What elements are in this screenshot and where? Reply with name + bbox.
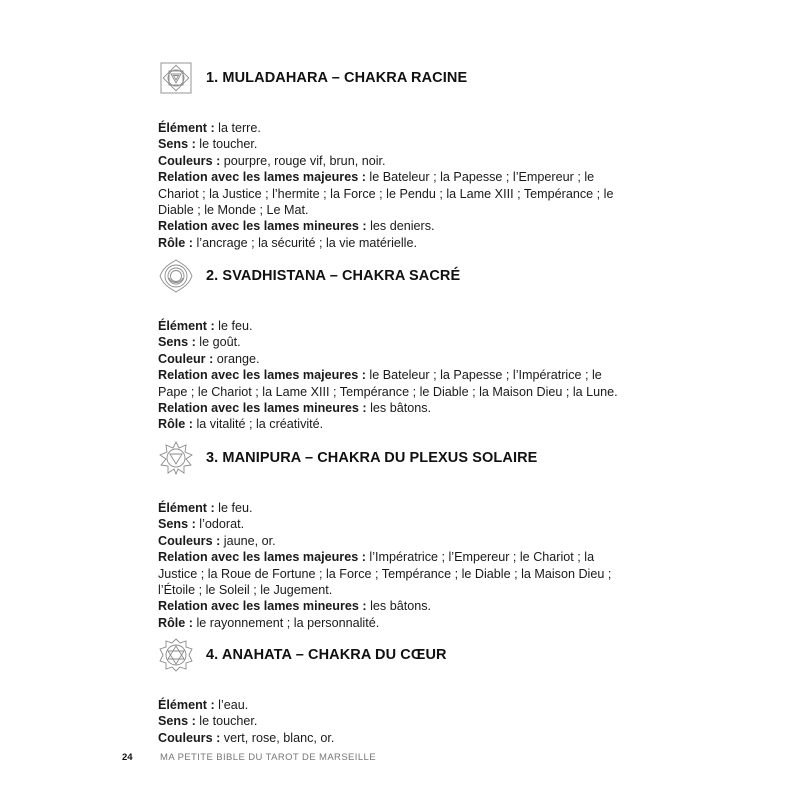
colors-line: Couleurs : pourpre, rouge vif, brun, noir. bbox=[158, 153, 386, 168]
role-line: Rôle : l’ancrage ; la sécurité ; la vie matérielle. bbox=[158, 235, 417, 250]
element-line: Élément : le feu. bbox=[158, 319, 253, 333]
colors-line: Couleurs : jaune, or. bbox=[158, 533, 276, 548]
section-title: 2. SVADHISTANA – CHAKRA SACRÉ bbox=[206, 268, 461, 284]
section-header bbox=[158, 438, 618, 478]
colors-line: Couleurs : vert, rose, blanc, or. bbox=[158, 730, 335, 745]
major-arcana-line: Relation avec les lames majeures : le Bateleur ; la Papesse ; l’Impératrice ; le Pape ; le Chariot ; la Lame XIII ; Tempérance ; le Diable ; la Maison Dieu ; la Lune. bbox=[158, 368, 618, 399]
role-line: Rôle : la vitalité ; la créativité. bbox=[158, 417, 324, 432]
section-header bbox=[158, 635, 618, 675]
element-line: Élément : le feu. bbox=[158, 501, 253, 515]
section-body bbox=[158, 318, 618, 433]
major-arcana-line: Relation avec les lames majeures : le Bateleur ; la Papesse ; l’Empereur ; le Chariot ; la Justice ; l’hermite ; la Force ; le Pendu ; la Lame XIII ; Tempérance ; le Diable ; le Monde ; Le Mat. bbox=[158, 170, 614, 218]
sense-line: Sens : le toucher. bbox=[158, 714, 258, 729]
minor-arcana-line: Relation avec les lames mineures : les bâtons. bbox=[158, 599, 432, 614]
major-arcana-line: Relation avec les lames majeures : l’Impératrice ; l’Empereur ; le Chariot ; la Justice ; la Roue de Fortune ; la Force ; Tempérance ; le Diable ; la Maison Dieu ; l’Étoile ; le Soleil ; le Jugement. bbox=[158, 550, 612, 598]
sense-line: Sens : le toucher. bbox=[158, 137, 258, 152]
section-title: 3. MANIPURA – CHAKRA DU PLEXUS SOLAIRE bbox=[206, 450, 538, 466]
chakra-section-3 bbox=[158, 438, 618, 631]
page-number: 24 bbox=[122, 752, 133, 763]
page-footer bbox=[122, 752, 376, 763]
sense-line: Sens : le goût. bbox=[158, 335, 241, 350]
section-body bbox=[158, 120, 618, 251]
section-body bbox=[158, 697, 618, 746]
element-line: Élément : la terre. bbox=[158, 121, 261, 135]
muladhara-chakra-icon bbox=[158, 60, 194, 96]
section-header bbox=[158, 256, 618, 296]
section-title: 4. ANAHATA – CHAKRA DU CŒUR bbox=[206, 647, 447, 663]
chakra-section-4 bbox=[158, 635, 618, 746]
minor-arcana-line: Relation avec les lames mineures : les bâtons. bbox=[158, 401, 432, 416]
role-line: Rôle : le rayonnement ; la personnalité. bbox=[158, 615, 380, 630]
section-body bbox=[158, 500, 618, 631]
anahata-chakra-icon bbox=[158, 637, 194, 673]
running-title: MA PETITE BIBLE DU TAROT DE MARSEILLE bbox=[160, 752, 376, 763]
minor-arcana-line: Relation avec les lames mineures : les deniers. bbox=[158, 219, 435, 234]
element-line: Élément : l’eau. bbox=[158, 698, 249, 712]
chakra-section-1 bbox=[158, 58, 618, 251]
colors-line: Couleur : orange. bbox=[158, 351, 260, 366]
chakra-section-2 bbox=[158, 256, 618, 433]
sense-line: Sens : l’odorat. bbox=[158, 517, 245, 532]
section-header bbox=[158, 58, 618, 98]
svadhisthana-chakra-icon bbox=[158, 258, 194, 294]
manipura-chakra-icon bbox=[158, 440, 194, 476]
section-title: 1. MULADAHARA – CHAKRA RACINE bbox=[206, 70, 468, 86]
